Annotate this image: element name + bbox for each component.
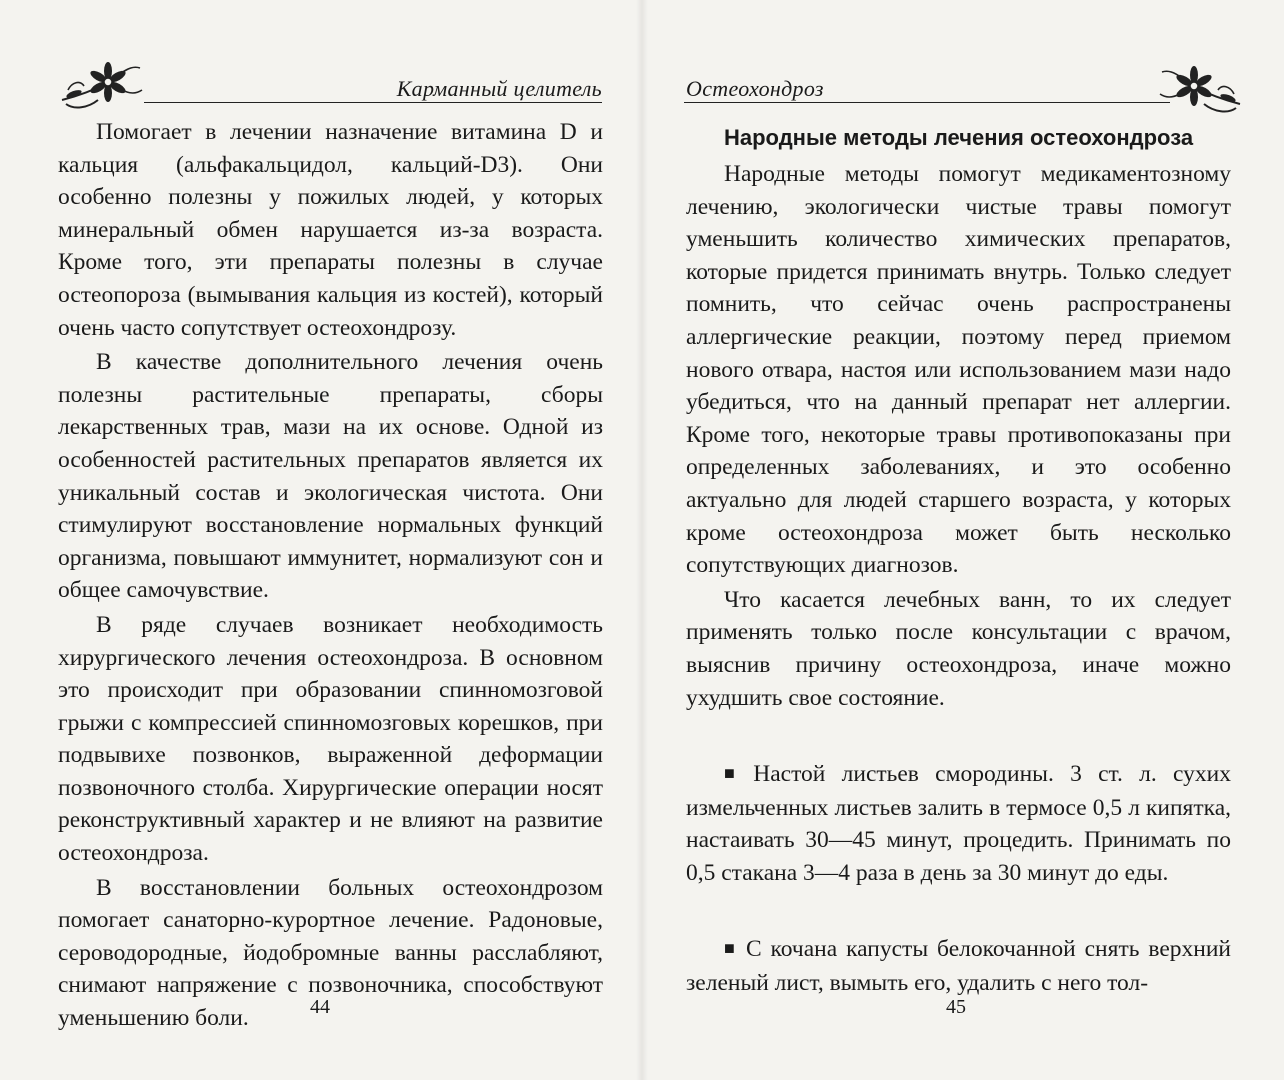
paragraph: В восстановлении больных остеохондрозом помогает санаторно-курортное лечение. Радоновые, сероводородные, йодобромные ванны расслабляют, снимают напряжение с позвоночника, способствуют уменьшению боли.: [58, 874, 603, 1032]
flower-ornament-icon: [1158, 64, 1244, 116]
paragraph: Что касается лечебных ванн, то их следует применять только после консультации с врачом, выяснив причину остеохондроза, иначе можно ухудшить свое состояние.: [686, 586, 1231, 711]
flower-ornament-icon: [58, 60, 144, 112]
square-bullet-icon: ■: [724, 763, 746, 784]
left-page-body: [58, 116, 603, 1035]
recipe-text: Настой листьев смородины. 3 ст. л. сухих измельченных листьев залить в термосе 0,5 л кипятка, настаивать 30—45 минут, процедить. Принимать по 0,5 стакана 3—4 раза в день за 30 минут до еды.: [686, 761, 1231, 886]
right-running-head: [684, 60, 1244, 104]
recipe-text: С кочана капусты белокочанной снять верхний зеленый лист, вымыть его, удалить с него тол-: [686, 936, 1231, 997]
running-head-title: Карманный целитель: [396, 76, 602, 101]
left-running-head: [58, 60, 618, 104]
paragraph: Народные методы помогут медикаментозному лечению, экологически чистые травы помогут уменьшить количество химических препаратов, которые придется принимать внутрь. Только следует помнить, что сейчас очень распространены аллергические реакции, поэтому перед приемом нового отвара, настоя или использованием мази надо убедиться, что на данный препарат нет аллергии. Кроме того, некоторые травы противопоказаны при определенных заболеваниях, и это особенно актуально для людей старшего возраста, у которых кроме остеохондроза может быть несколько сопутствующих диагнозов.: [686, 161, 1231, 579]
paragraph: В качестве дополнительного лечения очень полезны растительные препараты, сборы лекарственных трав, мази на их основе. Одной из особенностей растительных препаратов является их уникальный состав и экологическая чистота. Они стимулируют восстановление нормальных функций организма, повышают иммунитет, нормализуют сон и общее самочувствие.: [58, 349, 603, 604]
running-head-title: Остеохондроз: [686, 76, 824, 101]
section-heading: Народные методы лечения остеохондроза: [724, 125, 1194, 150]
right-page-body: [686, 116, 1231, 1000]
page-number: 45: [946, 996, 966, 1018]
page-number: 44: [310, 996, 330, 1018]
running-head-rule: [144, 102, 602, 103]
recipe-item: [686, 758, 1231, 889]
left-page: [58, 0, 618, 1080]
right-page: [684, 0, 1244, 1080]
recipe-item: [686, 933, 1231, 999]
running-head-rule: [684, 102, 1170, 103]
book-gutter: [636, 0, 648, 1080]
paragraph: Помогает в лечении назначение витамина D и кальция (альфакальцидол, кальций-D3). Они особенно полезны у пожилых людей, у которых минеральный обмен нарушается из-за возраста. Кроме того, эти препараты полезны в случае остеопороза (вымывания кальция из костей), который очень часто сопутствует остеохондрозу.: [58, 119, 603, 341]
paragraph: В ряде случаев возникает необходимость хирургического лечения остеохондроза. В основном это происходит при образовании спинномозговой грыжи с компрессией спинномозговых корешков, при подвывихе позвонков, выраженной деформации позвоночного столба. Хирургические операции носят реконструктивный характер и не влияют на развитие остеохондроза.: [58, 611, 603, 867]
square-bullet-icon: ■: [724, 938, 738, 959]
